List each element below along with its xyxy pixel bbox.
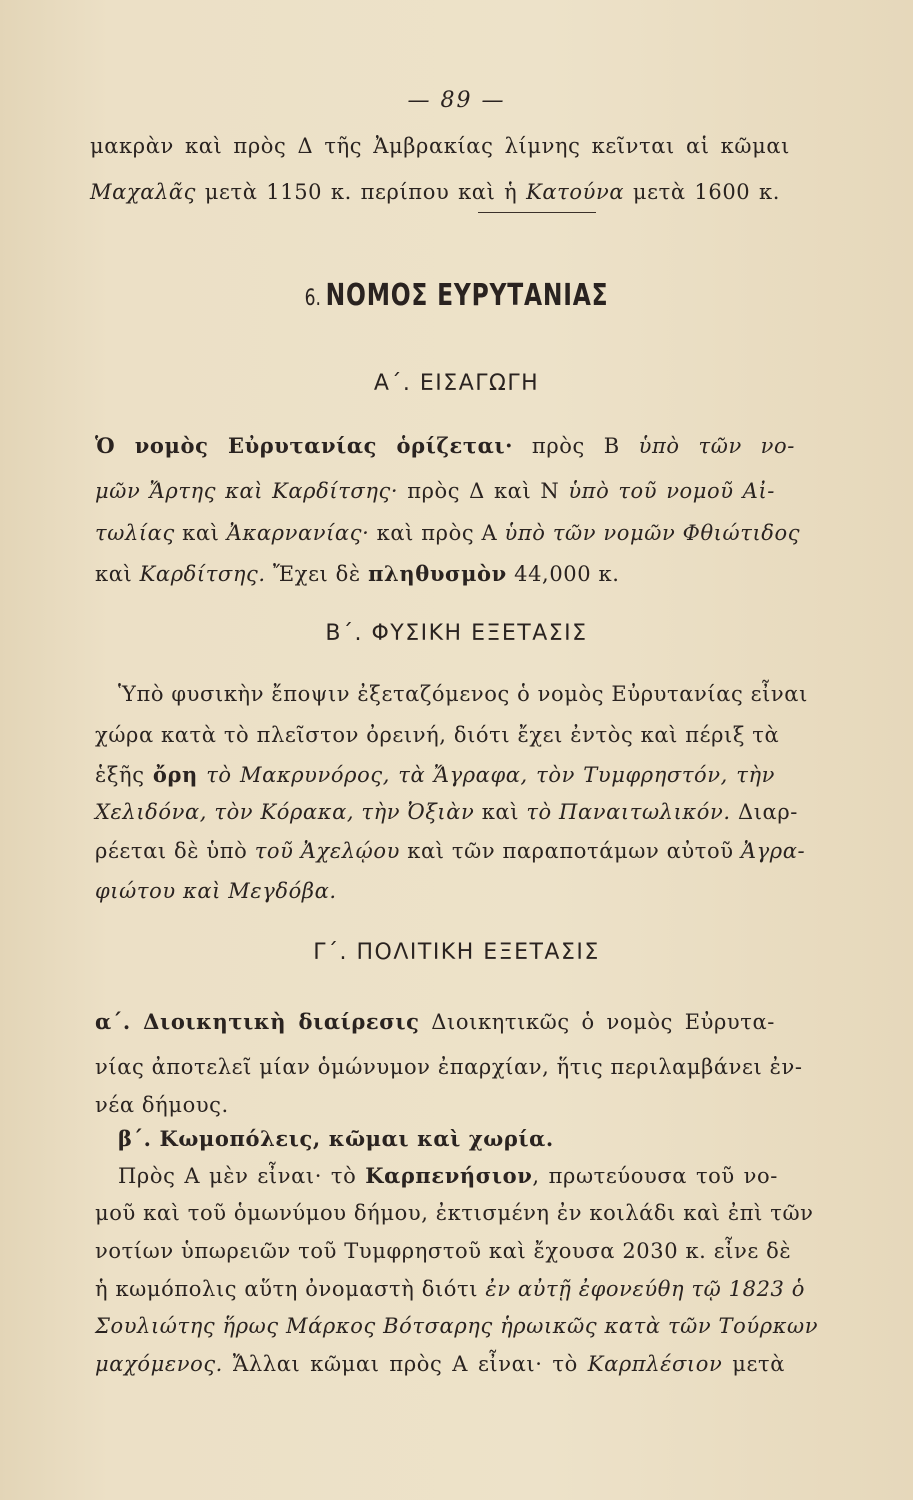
text-italic: ὑπὸ τῶν νο- xyxy=(638,434,795,458)
text-italic: Σουλιώτης ἥρως Μάρκος Βότσαρης ἡρωικῶς κατὰ τῶν Τούρκων xyxy=(95,1314,819,1338)
text: Διοικητικῶς ὁ νομὸς Εὐρυτα- xyxy=(419,1010,775,1034)
text: χώρα κατὰ τὸ πλεῖστον ὀρεινή, διότι ἔχει ἐντὸς καὶ πέριξ τὰ xyxy=(95,723,780,747)
section-c-line-2 xyxy=(95,1052,803,1082)
place-katouna: Κατούνα xyxy=(526,180,625,204)
section-b-heading: Β΄. ΦΥΣΙΚΗ ΕΞΕΤΑΣΙΣ xyxy=(325,621,588,646)
text: καὶ xyxy=(95,562,140,586)
section-c-line-1 xyxy=(95,1007,775,1037)
bold-term: Καρπενήσιον xyxy=(365,1163,533,1188)
text: νίας ἀποτελεῖ μίαν ὁμώνυμον ἐπαρχίαν, ἥτις περιλαμβάνει ἐν- xyxy=(95,1055,803,1079)
text-italic: ὑπὸ τῶν νομῶν Φθιώτιδος xyxy=(504,521,801,545)
text: καὶ xyxy=(474,800,527,824)
text-italic: τὸ Μακρυνόρος, τὰ Ἄγραφα, τὸν Τυμφρηστόν, τὴν xyxy=(197,763,775,787)
text-italic: ἐν αὐτῇ ἐφονεύθη τῷ 1823 ὁ xyxy=(485,1277,806,1301)
bold-term: ὄρη xyxy=(152,762,198,787)
section-a-line-3 xyxy=(95,518,801,548)
section-c-b-line-2 xyxy=(95,1198,814,1228)
section-c-b-line-6 xyxy=(95,1349,785,1379)
text: ρέεται δὲ ὑπὸ xyxy=(95,839,255,863)
text-italic: Καρπλέσιον xyxy=(587,1352,723,1376)
section-a-line-1 xyxy=(95,431,795,461)
intro-line-1 xyxy=(90,131,790,161)
intro-text-2: μετὰ 1150 κ. περίπου καὶ ἡ xyxy=(196,180,527,204)
section-c-subheading-b xyxy=(118,1124,818,1154)
text: νοτίων ὑπωρειῶν τοῦ Τυμφρηστοῦ καὶ ἔχουσα 2030 κ. εἶνε δὲ xyxy=(95,1239,792,1263)
text: Ἔχει δὲ xyxy=(265,562,369,586)
intro-line-2 xyxy=(90,177,780,207)
text: πρὸς Β xyxy=(513,434,639,458)
section-a-heading: Α΄. ΕΙΣΑΓΩΓΗ xyxy=(373,371,540,396)
section-c-line-3 xyxy=(95,1090,795,1120)
text-italic: Καρδίτσης. xyxy=(139,562,266,586)
divider-rule xyxy=(478,212,596,213)
text: Πρὸς Α μὲν εἶναι· τὸ xyxy=(118,1164,366,1188)
text-italic: φιώτου καὶ Μεγδόβα. xyxy=(95,879,337,903)
text: μετὰ xyxy=(722,1352,785,1376)
chapter-title xyxy=(100,278,812,313)
text-italic: μαχόμενος. xyxy=(95,1352,223,1376)
section-b-line-6 xyxy=(95,876,795,906)
text: πρὸς Δ καὶ Ν xyxy=(398,479,569,503)
text: , πρωτεύουσα τοῦ νο- xyxy=(532,1164,778,1188)
text: ἡ κωμόπολις αὕτη ὀνομαστὴ διότι xyxy=(95,1277,486,1301)
text-italic: τωλίας xyxy=(95,521,175,545)
intro-text-1: μακρὰν καὶ πρὸς Δ τῆς Ἀμβρακίας λίμνης κεῖνται αἱ κῶμαι xyxy=(90,134,790,158)
section-c-b-line-5 xyxy=(95,1311,819,1341)
bold-term: πληθυσμὸν xyxy=(368,561,507,586)
population-value: 44,000 κ. xyxy=(506,562,620,586)
section-c-b-line-1 xyxy=(118,1161,778,1191)
page-number: — 89 — xyxy=(407,88,506,113)
text: Ὑπὸ φυσικὴν ἔποψιν ἐξεταζόμενος ὁ νομὸς Εὐρυτανίας εἶναι xyxy=(118,682,808,706)
text-italic: ὑπὸ τοῦ νομοῦ Αἰ- xyxy=(568,479,775,503)
section-b-line-1 xyxy=(118,679,808,709)
section-c-heading: Γ΄. ΠΟΛΙΤΙΚΗ ΕΞΕΤΑΣΙΣ xyxy=(313,940,600,965)
intro-text-3: μετὰ 1600 κ. xyxy=(624,180,780,204)
place-machalas: Μαχαλᾶς xyxy=(90,180,197,204)
text: Διαρ- xyxy=(730,800,798,824)
chapter-name: ΝΟΜΟΣ ΕΥΡΥΤΑΝΙΑΣ xyxy=(325,278,609,313)
text: ἑξῆς xyxy=(95,763,153,787)
text: μοῦ καὶ τοῦ ὁμωνύμου δήμου, ἐκτισμένη ἐν κοιλάδι καὶ ἐπὶ τῶν xyxy=(95,1201,814,1225)
section-b-line-2 xyxy=(95,720,780,750)
text: καὶ τῶν παραποτάμων αὐτοῦ xyxy=(400,839,741,863)
subheading-b: β΄. Κωμοπόλεις, κῶμαι καὶ χωρία. xyxy=(118,1126,554,1151)
section-b-line-5 xyxy=(95,836,806,866)
section-c-b-line-3 xyxy=(95,1236,792,1266)
text-italic: μῶν Ἄρτης καὶ Καρδίτσης· xyxy=(95,479,399,503)
text-italic: Ἀκαρνανίας· xyxy=(226,521,370,545)
section-a-line-2 xyxy=(95,476,775,506)
section-a-line-4 xyxy=(95,559,795,589)
text-italic: τοῦ Ἀχελῴου xyxy=(254,839,400,863)
text: νέα δήμους. xyxy=(95,1093,229,1117)
text: Ἄλλαι κῶμαι πρὸς Α εἶναι· τὸ xyxy=(222,1352,588,1376)
subheading-a: α΄. Διοικητικὴ διαίρεσις xyxy=(95,1009,420,1034)
text-italic: Ἀγρα- xyxy=(740,839,806,863)
section-c-b-line-4 xyxy=(95,1274,806,1304)
section-b-line-4 xyxy=(95,797,798,827)
lead-phrase: Ὁ νομὸς Εὐρυτανίας ὁρίζεται· xyxy=(95,433,514,458)
text: καὶ πρὸς Α xyxy=(369,521,505,545)
text-italic: τὸ Παναιτωλικόν. xyxy=(526,800,731,824)
text-italic: Χελιδόνα, τὸν Κόρακα, τὴν Ὀξιὰν xyxy=(95,800,475,824)
text: καὶ xyxy=(174,521,227,545)
chapter-number: 6. xyxy=(304,286,321,311)
section-b-line-3 xyxy=(95,760,775,790)
